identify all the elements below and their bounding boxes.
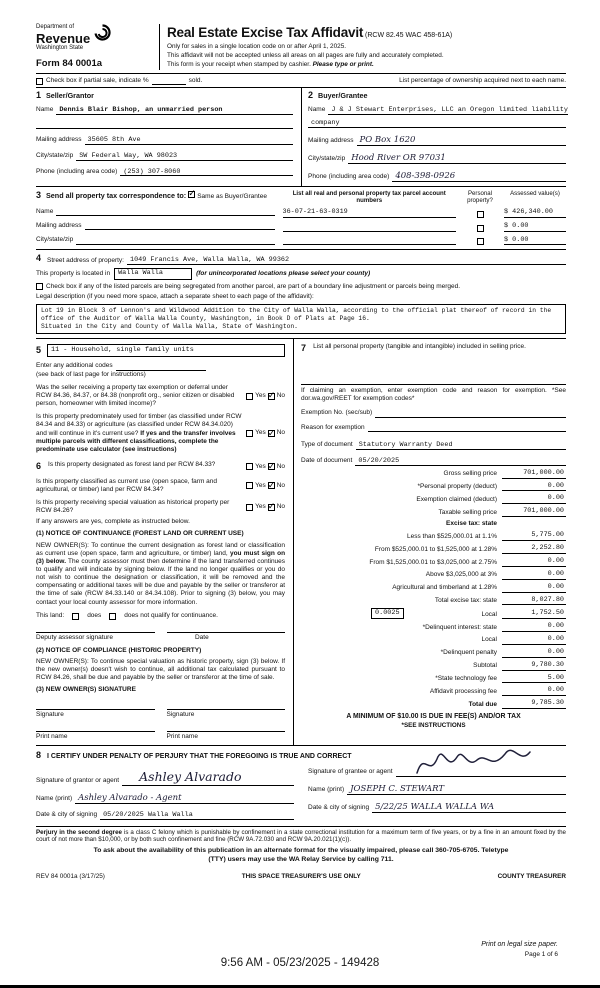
exemption-deferral-question: Was the seller receiving a property tax exemption or deferral under RCW 84.36, 84.37, or 84.38 (nonprofit org., senior citizen or disabled person, homeowner with limited income)? (36, 383, 235, 408)
form-title-rcw-ref: (RCW 82.45 WAC 458-61A) (365, 32, 453, 39)
tier2-label: From $525,000.01 to $1,525,000 at 1.28% (374, 545, 497, 553)
timber-yes-label: Yes (255, 429, 266, 437)
assessed-value-header: Assessed value(s) (510, 189, 560, 197)
notice-compliance-title: (2) NOTICE OF COMPLIANCE (HISTORIC PROPERTY) (36, 646, 202, 654)
buyer-phone-label: Phone (including area code) (308, 173, 390, 181)
personal-property-checkbox-1[interactable] (477, 211, 484, 218)
forest-no-checkbox[interactable] (268, 463, 275, 470)
form-header (36, 24, 566, 73)
new-owner-print-name-1-label: Print name (36, 733, 68, 741)
exemption-no-checkbox[interactable] (268, 393, 275, 400)
grantor-signature-field[interactable] (122, 768, 294, 785)
scan-timestamp: 9:56 AM - 05/23/2025 - 149428 (220, 957, 380, 969)
buyer-name-value-2: company (311, 118, 340, 127)
exemption-claim-note: If claiming an exemption, enter exemption code and reason for exemption. *See dor.wa.gov/REET for exemption codes* (301, 384, 566, 403)
additional-codes-field[interactable] (116, 363, 206, 371)
date-of-document-value: 05/20/2025 (358, 456, 400, 465)
seller-city-field[interactable] (76, 151, 293, 161)
exemption-deferral-yes-no (246, 392, 285, 400)
tier3-label: From $1,525,000.01 to $3,025,000 at 2.75% (369, 558, 497, 566)
land-use-code-box[interactable]: 11 - Household, single family units (47, 344, 285, 357)
grantee-signature-field[interactable] (396, 769, 566, 777)
historic-yes-checkbox[interactable] (246, 504, 253, 511)
grantee-name-print-label: Name (print) (308, 786, 345, 794)
correspondence-name-field[interactable] (56, 208, 274, 216)
deputy-assessor-signature-field[interactable] (36, 632, 155, 633)
perjury-lead: Perjury in the second degree (36, 828, 122, 836)
parcel-number-field-1[interactable] (283, 208, 457, 218)
assessed-value-field-1[interactable] (504, 208, 566, 218)
if-yes-note: If any answers are yes, complete as instructed below. (36, 518, 190, 526)
date-of-document-label: Date of document (301, 457, 353, 465)
assessed-value-2: $ 0.00 (504, 221, 529, 230)
assessed-value-field-2[interactable] (504, 222, 566, 232)
grantor-signature: Ashley Alvarado (139, 769, 242, 785)
total-excise-tax-state-value[interactable]: 8,027.80 (502, 596, 566, 606)
delinquent-interest-state-label: *Delinquent interest: state (422, 623, 497, 631)
tier1-label: Less than $525,000.01 at 1.1% (407, 532, 497, 540)
section-2-number: 2 (308, 90, 314, 101)
forest-land-question: Is this property designated as forest land per RCW 84.33? (48, 460, 216, 468)
total-due-label: Total due (468, 700, 497, 708)
correspondence-mailing-field[interactable] (85, 222, 275, 230)
buyer-city-value: Hood River OR 97031 (351, 152, 446, 163)
buyer-name-label: Name (308, 106, 326, 114)
grantee-printed-name: JOSEPH C. STEWART (350, 783, 445, 794)
exemption-claimed-deduct-value[interactable]: 0.00 (502, 494, 566, 504)
timber-no-checkbox[interactable] (268, 430, 275, 437)
seller-name-field[interactable] (56, 105, 293, 115)
current-use-yes-checkbox[interactable] (246, 482, 253, 489)
grantee-signature-label: Signature of grantee or agent (308, 768, 393, 776)
does-label: does (87, 611, 102, 619)
timber-agriculture-yes-no (246, 429, 285, 437)
notice-compliance-text: NEW OWNER(S): To continue special valuation as historic property, sign (3) below. If the new owner(s) doesn't wish to continue, all additional tax calculated pursuant to RCW 84.26, shall be due and payable by the seller or transferor at the time of sale. (36, 658, 286, 682)
agricultural-timberland-value[interactable]: 0.00 (502, 583, 566, 593)
washington-state-label: Washington State (36, 44, 84, 51)
legal-description-line-1: Lot 19 in Block 3 of Lennon's and Wildwood Addition to the City of Walla Walla, according to the official plat thereof of record in the office of the Auditor of Walla Walla County, Washington, in Book D of Plats at Page 16. (41, 306, 552, 322)
personal-property-blank-area[interactable] (301, 355, 566, 381)
personal-property-checkbox-3[interactable] (477, 238, 484, 245)
deputy-assessor-date-field[interactable] (167, 632, 286, 633)
parcel-table-block (283, 190, 567, 245)
department-of-label: Department of (36, 24, 75, 30)
historic-yes-no (246, 503, 285, 511)
grantor-date-city-field[interactable] (100, 810, 294, 820)
located-in-label: This property is located in (36, 269, 111, 277)
ownership-percentage-note: List percentage of ownership acquired next to each name. (399, 76, 566, 84)
certification-section (36, 745, 566, 823)
delinquent-interest-state-value[interactable]: 0.00 (502, 622, 566, 632)
grantee-signature-scrawl-icon (414, 745, 532, 779)
seller-mailing-label: Mailing address (36, 136, 82, 144)
parcel-number-1: 36-07-21-63-0319 (282, 207, 348, 216)
exemption-yes-label: Yes (255, 391, 266, 399)
correspondence-name-label: Name (36, 207, 54, 215)
tier4-value[interactable]: 0.00 (502, 570, 566, 580)
property-address-section (36, 249, 566, 338)
treasurer-space-label: THIS SPACE TREASURER'S USE ONLY (241, 872, 361, 880)
alternate-format-note (36, 847, 566, 865)
buyer-name-value: J & J Stewart Enterprises, LLC an Oregon limited liability (331, 106, 568, 115)
header-note-2: This affidavit will not be accepted unless all areas on all pages are fully and accurately completed. (167, 51, 444, 59)
perjury-certification-heading: I CERTIFY UNDER PENALTY OF PERJURY THAT THE FOREGOING IS TRUE AND CORRECT (47, 752, 352, 760)
affidavit-processing-fee-value[interactable]: 0.00 (502, 686, 566, 696)
perjury-statement (36, 826, 566, 845)
current-use-question: Is this property classified as current use (open space, farm and agricultural, or timber) land per RCW 84.34? (36, 477, 218, 493)
exemption-number-label: Exemption No. (sec/sub) (301, 409, 373, 417)
deputy-assessor-date-label: Date (194, 634, 209, 642)
new-owner-signature-2-field[interactable] (167, 709, 286, 710)
delinquent-interest-local-label: Local (481, 636, 497, 644)
personal-property-intro: List all personal property (tangible and intangible) included in selling price. (313, 343, 526, 351)
delinquent-interest-local-value[interactable]: 0.00 (502, 635, 566, 645)
local-tax-value[interactable]: 1,752.50 (502, 609, 566, 619)
county-treasurer-label: COUNTY TREASURER (497, 872, 566, 880)
agency-block (36, 24, 152, 70)
buyer-mailing-value: PO Box 1620 (359, 134, 416, 145)
section-7-number: 7 (301, 343, 307, 354)
buyer-mailing-label: Mailing address (308, 137, 354, 145)
correspondence-block (36, 190, 275, 245)
rev-number-label: REV 84 0001a (3/17/25) (36, 872, 105, 880)
exemption-number-field[interactable] (375, 410, 566, 418)
type-of-document-value: Statutory Warranty Deed (358, 441, 453, 450)
personal-property-deduct-label: *Personal property (deduct) (417, 482, 497, 490)
legal-description-label: Legal description (if you need more space, attach a separate sheet to each page of the affidavit): (36, 293, 314, 301)
reason-for-exemption-field[interactable] (368, 424, 566, 432)
correspondence-mailing-label: Mailing address (36, 221, 82, 229)
land-does-qualify-checkbox[interactable] (72, 613, 79, 620)
partial-sale-suffix: sold. (188, 76, 203, 84)
current-use-yes-label: Yes (255, 481, 266, 489)
notice-continuance-text: NEW OWNER(S): To continue the current designation as forest land or classification as current use (open space, farm and agriculture, or timber) land, you must sign on (3) below. The county assessor must then determine if the land transferred continues to qualify and will indicate by signing below. If the land no longer qualifies or you do not wish to continue the designation or classification, it will be removed and the compensating or additional taxes will be due and payable by the seller or transferor at the time of sale (RCW 84.33.140 or 84.34.108). Prior to signing (3) below, you may contact your local county assessor for more information. (36, 541, 286, 606)
historic-yes-label: Yes (255, 502, 266, 510)
personal-property-deduct-value[interactable]: 0.00 (502, 482, 566, 492)
street-address-label: Street address of property: (47, 256, 124, 264)
type-of-document-label: Type of document (301, 441, 353, 449)
correspondence-city-field[interactable] (76, 237, 274, 245)
same-as-buyer-label: Same as Buyer/Grantee (197, 192, 267, 200)
minimum-due-note: A MINIMUM OF $10.00 IS DUE IN FEE(S) AND/OR TAX (346, 713, 521, 721)
state-technology-fee-value[interactable]: 5.00 (502, 674, 566, 684)
gross-selling-price-label: Gross selling price (443, 470, 497, 478)
taxable-selling-price-value[interactable]: 701,000.00 (502, 507, 566, 517)
see-instructions-note: *SEE INSTRUCTIONS (401, 722, 466, 730)
grantor-printed-name: Ashley Alvarado - Agent (78, 792, 182, 803)
located-in-select[interactable]: Walla Walla (114, 268, 192, 280)
grantee-name-print-field[interactable] (347, 783, 566, 795)
new-owner-print-name-2-label: Print name (166, 733, 198, 741)
tier1-value[interactable]: 5,775.00 (502, 531, 566, 541)
this-land-label: This land: (36, 611, 65, 619)
type-or-print-note: Please type or print. (312, 61, 374, 69)
buyer-name-2-field[interactable] (308, 118, 566, 128)
form-footer-row (36, 873, 566, 881)
does-not-label: does not qualify for continuance. (124, 611, 218, 619)
buyer-phone-field[interactable] (392, 170, 566, 182)
new-owner-signature-1-field[interactable] (36, 709, 155, 710)
street-address-field[interactable] (127, 255, 566, 265)
seller-city-label: City/state/zip (36, 152, 74, 160)
tier3-value[interactable]: 0.00 (502, 557, 566, 567)
forest-no-label: No (276, 462, 286, 470)
personal-property-checkbox-2[interactable] (477, 225, 484, 232)
header-note-3: This form is your receipt when stamped by cashier. (167, 61, 311, 69)
new-owner-print-name-1-field[interactable] (36, 731, 155, 732)
perjury-body: is a class C felony which is punishable by confinement in a state correctional institution for a maximum term of five years, or by a fine in an amount fixed by the court of not more than $10,000, or by both such confinement and fine (RCW 9A.72.030 and RCW 9A.20.021(1)(c)). (36, 828, 566, 844)
seller-phone-label: Phone (including area code) (36, 167, 118, 175)
seller-name-2-field[interactable] (36, 121, 293, 129)
date-of-document-field[interactable] (355, 456, 566, 466)
buyer-mailing-field[interactable] (357, 134, 566, 146)
grantor-signature-label: Signature of grantor or agent (36, 777, 120, 785)
form-number: Form 84 0001a (36, 57, 103, 69)
section-1-number: 1 (36, 90, 42, 101)
seller-grantor-block (36, 90, 301, 181)
assessed-value-3: $ 0.00 (504, 235, 529, 244)
historic-no-checkbox[interactable] (268, 504, 275, 511)
land-does-not-qualify-checkbox[interactable] (109, 613, 116, 620)
correspondence-heading: Send all property tax correspondence to: (46, 190, 187, 200)
partial-sale-checkbox[interactable] (36, 78, 43, 85)
same-as-buyer-checkbox[interactable] (188, 191, 195, 198)
parcel-table (283, 190, 567, 245)
current-use-no-label: No (276, 481, 286, 489)
exemption-no-label: No (276, 391, 286, 399)
unincorporated-note: (for unincorporated locations please select your county) (196, 269, 371, 277)
section-4-number: 4 (36, 253, 42, 264)
street-address-value: 1049 Francis Ave, Walla Walla, WA 99362 (129, 256, 290, 265)
grantor-name-print-label: Name (print) (36, 795, 73, 803)
timber-no-label: No (276, 429, 286, 437)
use-and-tax-section (36, 338, 566, 744)
personal-property-header: Personal property? (467, 189, 493, 204)
tax-correspondence-section (36, 186, 566, 249)
current-use-yes-no (246, 482, 285, 490)
grantor-date-city-label: Date & city of signing (36, 811, 98, 819)
title-block (167, 24, 452, 70)
dor-swirl-logo-icon (94, 24, 111, 44)
tax-computation-column (293, 339, 566, 744)
gross-selling-price-value[interactable]: 701,000.00 (502, 469, 566, 479)
state-technology-fee-label: *State technology fee (435, 674, 497, 682)
correspondence-city-label: City/state/zip (36, 236, 74, 244)
section-3-number: 3 (36, 189, 42, 200)
grantee-date-city-value: 5/22/25 WALLA WALLA WA (375, 801, 495, 812)
page-number: Page 1 of 6 (524, 951, 558, 958)
forest-land-yes-no (246, 463, 285, 471)
new-owner-signature-2-label: Signature (166, 710, 195, 718)
assessed-value-1: $ 426,340.00 (504, 207, 553, 216)
exemption-claimed-deduct-label: Exemption claimed (deduct) (416, 495, 497, 503)
seller-city-value: SW Federal Way, WA 98023 (79, 151, 178, 160)
seller-mailing-value: 35605 8th Ave (87, 135, 141, 144)
grantor-name-print-field[interactable] (75, 792, 294, 804)
buyer-city-field[interactable] (348, 152, 566, 164)
historic-property-question: Is this property receiving special valuation as historical property per RCW 84.26? (36, 498, 230, 515)
reet-affidavit-page (36, 24, 566, 881)
historic-no-label: No (276, 502, 286, 510)
taxable-selling-price-label: Taxable selling price (438, 508, 497, 516)
alternate-format-line-1: To ask about the availability of this publication in an alternate format for the visually impaired, please call 360-705-6705. Teletype (93, 847, 509, 855)
partial-sale-label: Check box if partial sale, indicate % (46, 76, 149, 84)
header-divider (159, 24, 160, 70)
buyer-city-label: City/state/zip (308, 155, 346, 163)
assessed-value-field-3[interactable] (504, 236, 566, 246)
use-classification-column (36, 339, 293, 744)
timber-agriculture-question: Is this property predominately used for timber (as classified under RCW 84.34 and 84.33) or agriculture (as classified under RCW 84.34.020) and will continue in it's current use? If yes and the transfer involves multiple parcels with different classifications, complete the predominate use calculator (see instructions) (36, 413, 242, 453)
new-owners-signature-title: (3) NEW OWNER(S) SIGNATURE (36, 686, 136, 694)
section-5-number: 5 (36, 345, 42, 356)
local-rate-box[interactable]: 0.0025 (371, 608, 403, 619)
type-of-document-field[interactable] (356, 440, 566, 450)
parcel-number-field-3[interactable] (283, 236, 457, 245)
segregated-checkbox[interactable] (36, 283, 43, 290)
forest-yes-label: Yes (255, 462, 266, 470)
legal-description-box[interactable] (36, 304, 566, 335)
exemption-yes-checkbox[interactable] (246, 393, 253, 400)
seller-mailing-field[interactable] (85, 135, 293, 145)
partial-sale-row (36, 73, 566, 87)
print-legal-size-note: Print on legal size paper. (481, 941, 558, 948)
total-due-value[interactable]: 9,785.30 (502, 699, 566, 709)
revenue-label: Revenue (36, 30, 91, 46)
buyer-grantee-block (301, 90, 566, 181)
section-6-number: 6 (36, 460, 42, 471)
notice-continuance-title: (1) NOTICE OF CONTINUANCE (FOREST LAND OR CURRENT USE) (36, 530, 244, 538)
grantor-signing-block (36, 765, 294, 819)
timber-yes-checkbox[interactable] (246, 430, 253, 437)
excise-tax-state-spacer (502, 520, 566, 528)
affidavit-processing-fee-label: Affidavit processing fee (429, 687, 497, 695)
buyer-grantee-heading: Buyer/Grantee (318, 91, 368, 101)
segregated-label: Check box if any of the listed parcels are being segregated from another parcel, are part of a boundary line adjustment or parcels being merged. (46, 282, 461, 290)
additional-codes-label: Enter any additional codes (36, 362, 113, 370)
section-8-number: 8 (36, 749, 42, 760)
seller-phone-field[interactable] (120, 167, 293, 177)
reason-for-exemption-label: Reason for exemption (301, 423, 365, 431)
parcel-numbers-header: List all real and personal property tax parcel account numbers (292, 189, 446, 204)
forest-yes-checkbox[interactable] (246, 463, 253, 470)
delinquent-penalty-label: *Delinquent penalty (440, 649, 497, 657)
tier2-value[interactable]: 2,252.80 (502, 544, 566, 554)
current-use-no-checkbox[interactable] (268, 482, 275, 489)
delinquent-penalty-value[interactable]: 0.00 (502, 648, 566, 658)
parcel-number-field-2[interactable] (283, 223, 457, 232)
seller-grantor-heading: Seller/Grantor (46, 91, 94, 101)
grantee-date-city-label: Date & city of signing (308, 804, 370, 812)
grantee-signing-block (308, 765, 566, 819)
buyer-name-field[interactable] (328, 105, 568, 115)
agricultural-timberland-label: Agricultural and timberland at 1.28% (392, 584, 497, 592)
buyer-phone-value: 408-398-0926 (395, 170, 456, 181)
form-title: Real Estate Excise Tax Affidavit (167, 25, 364, 40)
subtotal-label: Subtotal (473, 662, 497, 670)
partial-sale-percent-field[interactable] (152, 77, 186, 85)
legal-description-line-2: Situated in the City and County of Walla Walla, State of Washington. (41, 323, 298, 331)
deputy-assessor-signature-label: Deputy assessor signature (36, 634, 113, 642)
total-excise-tax-state-label: Total excise tax: state (434, 597, 497, 604)
alternate-format-line-2: (TTY) users may use the WA Relay Service by calling 711. (208, 855, 394, 863)
parties-section (36, 87, 566, 185)
seller-name-label: Name (36, 106, 54, 114)
header-note-1: Only for sales in a single location code on or after April 1, 2025. (167, 42, 347, 50)
new-owner-print-name-2-field[interactable] (167, 731, 286, 732)
grantee-date-city-field[interactable] (372, 801, 566, 813)
seller-phone-value: (253) 307-8060 (123, 167, 181, 176)
subtotal-value[interactable]: 9,780.30 (502, 661, 566, 671)
excise-tax-state-header: Excise tax: state (446, 520, 497, 528)
codes-instructions-note: (see back of last page for instructions) (36, 370, 146, 378)
tier4-label: Above $3,025,000 at 3% (425, 571, 497, 579)
local-tax-label: Local (481, 610, 497, 618)
new-owner-signature-1-label: Signature (36, 710, 64, 718)
seller-name-value: Dennis Blair Bishop, an unmarried person (59, 106, 223, 115)
grantor-date-city-value: 05/20/2025 Walla Walla (103, 810, 193, 819)
